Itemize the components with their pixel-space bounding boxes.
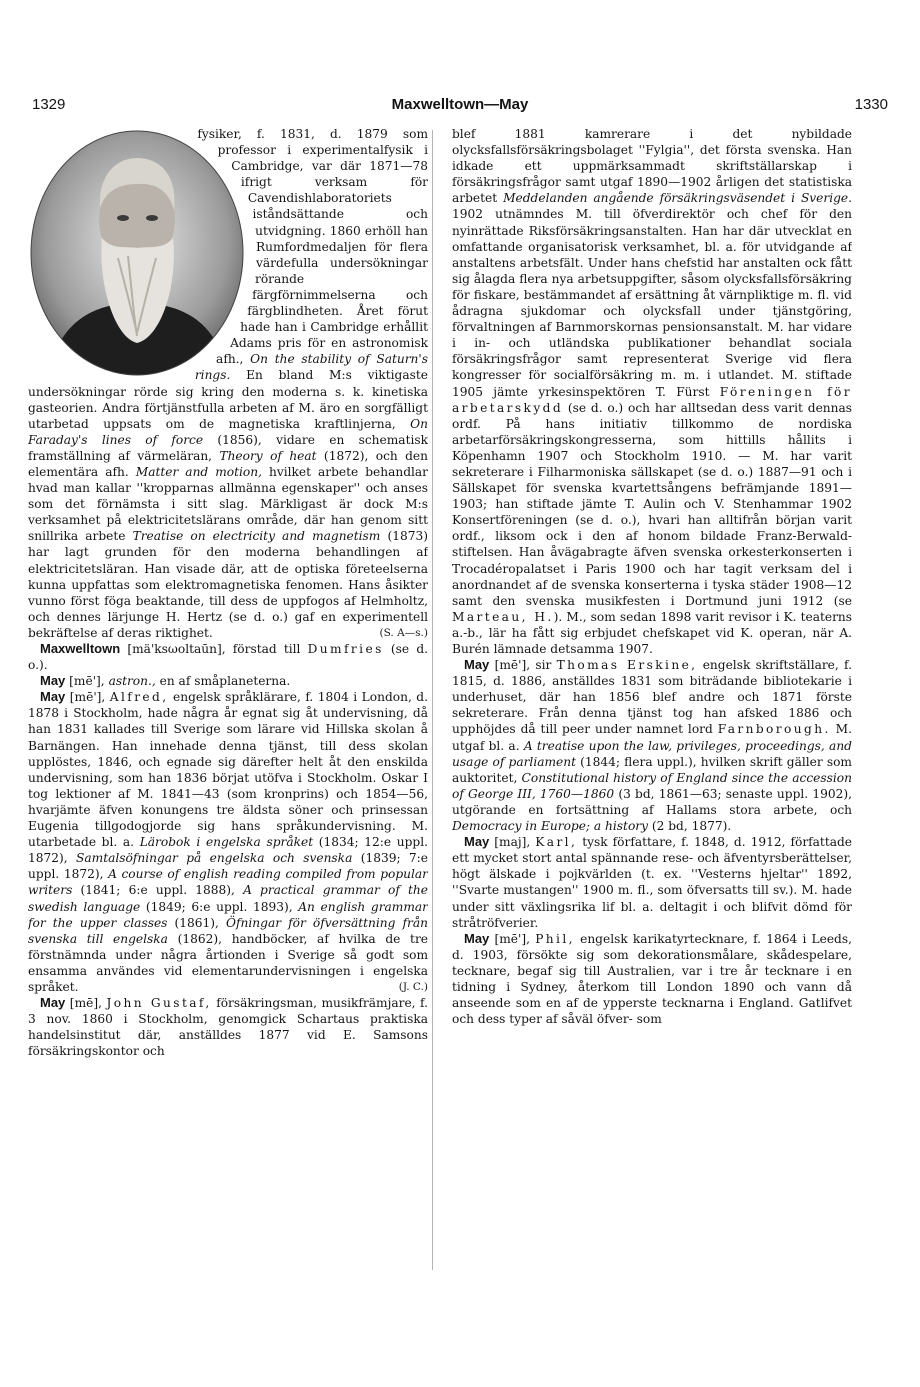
page-number-right: 1330: [854, 96, 888, 113]
erskine-text-b: engelsk skriftställare, f. 1815, d. 1886, anställdes 1831 som biträdande bibliotekarie i underhuset, där han 1856 blef andre och 1871 förste sekreterare. Från denna tjänst tog han afsked 1886 och upphöjdes då till peer under namnet lord: [452, 658, 852, 737]
john-cont-text-4: ). M., som sedan 1898 varit revisor i K. teaterns a.-b., lär ha fått sig erbjudet chefskapet vid K. operan, när A. Burén lämnade detsamma 1907.: [452, 609, 852, 656]
alfred-text-d: (1839; 7:e uppl. 1872),: [28, 851, 428, 882]
john-text-a: [mē],: [65, 996, 107, 1011]
john-cont-text-3: (se d. o.) och har alltsedan dess varit dennas ordf. På hans initiativ tillkommo de nordiska arbetarförsäkringskongresserna, som hittills hållits i Köpenhamn 1907 och Stockholm 1910. — M. har varit sekreterare i Filharmoniska sällskapet (se d. o.) 1887—91 och i Sällskapet för svenska kvartettsångens befrämjande 1891—1903; han stiftade jämte T. Aulin och V. Stenhammar 1902 Konsertföreningen (se d. o.), hvari han alltifrån början varit ordf., liksom ock i den af honom bildade Franz-Berwald-stiftelsen. Han åvägabragte äfven svenska orkesterkonserten i Trocadéropalatset i Paris 1900 och har tagit verksam del i anordnandet af de svenska konserterna i tyska städer 1908—12 samt den svenska musikfesten i Dortmund juni 1912 (se: [452, 400, 852, 608]
page-number-left: 1329: [32, 96, 66, 113]
name-phil: Phil,: [535, 931, 575, 946]
title-treatise-law: A treatise upon the law, privileges, proceedings, and usage of parliament: [452, 738, 852, 769]
headword-may-6: May: [464, 930, 490, 946]
erskine-text-e: (3 bd, 1861—63; senaste uppl. 1902), utgörande en fortsättning af Hallams stora arbete, och: [452, 786, 852, 817]
signature-jc: (J. C.): [398, 980, 428, 993]
maxwell-text-3: (1856), vidare en schematisk framställning af värmeläran,: [28, 432, 428, 463]
entry-may-john-gustaf: [28, 995, 428, 1059]
title-samtalsofningar: Samtalsöfningar på engelska och svenska: [76, 851, 353, 866]
maxwelltown-text-b: (se d. o.).: [28, 642, 428, 673]
title-matter-motion: Matter and motion,: [135, 464, 262, 479]
title-saturn-rings: On the stability of Saturn's rings.: [194, 352, 428, 383]
title-treatise-electricity: Treatise on electricity and magnetism: [132, 529, 381, 544]
may-astron-text-a: [mē'],: [65, 674, 109, 689]
maxwell-text-4: (1872), och den elementära afh.: [28, 448, 428, 479]
title-practical-grammar: A practical grammar of the swedish language: [28, 883, 428, 914]
alfred-text-h: (1862), handböcker, af hvilka de tre förstnämnda under några årtionden i Sverige så godt som ensamma användes vid elementarundervisningen i engelska språket.: [28, 931, 428, 994]
erskine-text-f: (2 bd, 1877).: [648, 819, 732, 834]
headword-may-5: May: [464, 834, 490, 850]
phil-text-b: engelsk karikatyrtecknare, f. 1864 i Leeds, d. 1903, försökte sig som dekorationsmålare, skådespelare, tecknare, begaf sig till Australien, var i tre år tecknare i en tidning i Sydney, återkom till London 1890 och vann då anseende som en af de ypperste tecknarna i England. Gatlifvet och dess typer af såväl öfver- som: [452, 931, 852, 1027]
erskine-text-c: M. utgaf bl. a.: [452, 722, 852, 753]
right-column: [452, 126, 852, 1306]
alfred-text-a: [mē'],: [65, 690, 110, 705]
name-karl: Karl,: [535, 835, 578, 850]
john-cont-text-1: blef 1881 kamrerare i det nybildade olycksfallsförsäkringsbolaget ''Fylgia'', det första svenska. Han idkade ett uppmärksammadt skriftställarskap i försäkringsfrågor samt utgaf 1890—1902 årligen det statistiska arbetet: [452, 127, 852, 206]
maxwell-text-5: hvilket arbete behandlar hvad man kallar ''kropparnas allmänna egenskaper'' och anses som det förnämsta i sitt slag. Märkligast är dock M:s verksamhet på elektricitetslärans område, där han genom sitt snillrika arbete: [28, 464, 428, 544]
headword-may-3: May: [40, 995, 66, 1011]
name-john-gustaf: John Gustaf,: [106, 996, 212, 1011]
maxwell-portrait: [28, 128, 246, 378]
may-astron-text-b: en af småplaneterna.: [155, 674, 291, 689]
entry-may-thomas-erskine: [452, 657, 852, 834]
alfred-text-b: engelsk språklärare, f. 1804 i London, d. 1878 i Stockholm, hade några år egnat sig åt undervisning, då han 1831 kallades till Sverige som lärare vid Hillska skolan å Barnängen. Han innehade denna tjänst, till dess skolan upplöstes, 1846, och egnade sig därefter helt åt den enskilda undervisning, som han 1836 börjat utöfva i Stockholm. Oskar I tog lektioner af M. 1841—43 (som kronprins) och 1854—56, hvarjämte äfven konungens tre äldsta söner och prinsessan Eugenia tillgodogjorde sig hans språkundervisning. M. utarbetade bl. a.: [28, 690, 428, 850]
entry-may-phil: [452, 931, 852, 1028]
title-english-grammar: An english grammar for the upper classes: [28, 899, 428, 930]
name-farnborough: Farnborough.: [717, 722, 831, 737]
title-democracy-europe: Democracy in Europe; a history: [452, 819, 648, 834]
left-column: [28, 126, 428, 1306]
headword-may-4: May: [464, 657, 490, 673]
signature-sa: (S. A—s.): [379, 626, 428, 639]
alfred-text-g: (1861),: [167, 915, 227, 930]
maxwell-text-1: fysiker, f. 1831, d. 1879 som professor i experimentalfysik i Cambridge, var där 1871—78 ifrigt verksam för Cavendishlaboratoriets iståndsättande och utvidgning. 1860 erhöll han Rumfordmedaljen för flera värdefulla undersökningar rörande färgförnimmelserna och färgblindheten. Året förut hade han i Cambridge erhållit Adams pris för en astronomisk afh.,: [197, 127, 428, 367]
link-marteau: Marteau, H.: [452, 609, 554, 624]
entry-may-karl: [452, 834, 852, 931]
alfred-text-e: (1841; 6:e uppl. 1888),: [72, 883, 244, 898]
title-ofningar: Öfningar för öfversättning från svenska till engelska: [28, 915, 428, 946]
entry-maxwell-continued: [28, 126, 428, 641]
john-cont-text-2: 1902 utnämndes M. till öfverdirektör och chef för den nyinrättade Riksförsäkringsanstalten. Han har där utvecklat en omfattande organisatorisk verksamhet, bl. a. för utvidgande af anstaltens arbetsfält. Under hans chefstid har anstalten ock fått sig ålagda flera nya arbetsuppgifter, såsom olycksfallsförsäkring för fiskare, bestämmandet af ersättning åt värnpliktige m. fl. vid ådragna sjukdomar och olycksfall under tjänstgöring, förvaltningen af Barnmorskornas pensionsanstalt. M. har vidare i in- och utländska publikationer behandlat sociala försäkringsfrågor samt representerat Sverige vid flera kongresser för socialförsäkring m. m. i utlandet. M. stiftade 1905 jämte yrkesinspektören T. Fürst: [452, 207, 852, 399]
maxwell-text-2: En bland M:s viktigaste undersökningar rörde sig kring den moderna s. k. kinetiska gasteorien. Andra förtjänstfulla arbeten af M. äro en sorgfälligt utarbetad uppsats om de magnetiska kraftlinjerna,: [28, 368, 428, 431]
karl-text-b: tysk författare, f. 1848, d. 1912, författade ett mycket stort antal spännande rese- och äfventyrsberättelser, högt älskade i pojkvärlden (t. ex. ''Vesterns hjeltar'' 1892, ''Svarte mustangen'' 1900 m. fl., som öfversatts till sv.). M. hade under sitt växlingsrika lif bl. a. deltagit i och blifvit dömd för stråtröfverier.: [452, 835, 852, 930]
may-astron-italic: astron.,: [108, 674, 156, 689]
column-divider: [432, 130, 433, 1270]
entry-maxwelltown: [28, 641, 428, 673]
title-constitutional-history: Constitutional history of England since the accession of George III, 1760—1860: [452, 770, 852, 801]
link-dumfries: Dumfries: [307, 642, 384, 656]
maxwelltown-text-a: [mä'ksωoltaūn], förstad till: [120, 642, 308, 656]
title-course-reading: A course of english reading compiled from popular writers: [28, 867, 428, 898]
name-alfred: Alfred,: [109, 690, 169, 705]
headword-may-2: May: [40, 689, 66, 705]
erskine-text-d: (1844; flera uppl.), hvilken skrift gäller som auktoritet,: [452, 754, 852, 785]
page-header: [32, 96, 888, 118]
title-larobok: Lärobok i engelska språket: [139, 835, 314, 850]
name-thomas-erskine: Thomas Erskine,: [556, 658, 698, 673]
headword-maxwelltown: Maxwelltown: [40, 641, 121, 656]
john-text-b: försäkringsman, musikfrämjare, f. 3 nov. 1860 i Stockholm, genomgick Schartaus praktiska handelsinstitut där, anställdes 1877 vid E. Samsons försäkringskontor och: [28, 996, 428, 1059]
erskine-text-a: [mē'], sir: [489, 658, 557, 673]
phil-text-a: [mē'],: [489, 931, 536, 946]
running-title: Maxwelltown—May: [391, 96, 529, 113]
entry-may-astron: [28, 673, 428, 689]
alfred-text-c: (1834; 12:e uppl. 1872),: [28, 835, 428, 866]
title-faraday-lines: On Faraday's lines of force: [28, 416, 428, 447]
portrait-image: [28, 128, 246, 378]
entry-john-gustaf-continued: [452, 126, 852, 657]
karl-text-a: [maj],: [489, 835, 536, 850]
title-meddelanden: Meddelanden angående försäkringsväsendet i Sverige.: [503, 191, 852, 206]
maxwell-text-6: (1873) har lagt grunden för den moderna behandlingen af elektricitetsläran. Han visade där, att de optiska företeelserna kunna uppfattas som elektromagnetiska fenomen. Hans åsikter vunno först föga beaktande, till dess de uppfogos af Helmholtz, och dennes lärjunge H. Hertz (se d. o.) gaf en experimentell bekräftelse af deras riktighet.: [28, 529, 428, 640]
headword-may-1: May: [40, 673, 66, 689]
title-theory-heat: Theory of heat: [219, 448, 317, 463]
entry-may-alfred: [28, 689, 428, 995]
alfred-text-f: (1849; 6:e uppl. 1893),: [140, 899, 299, 914]
link-foreningen: Föreningen för arbetarskydd: [452, 384, 852, 415]
